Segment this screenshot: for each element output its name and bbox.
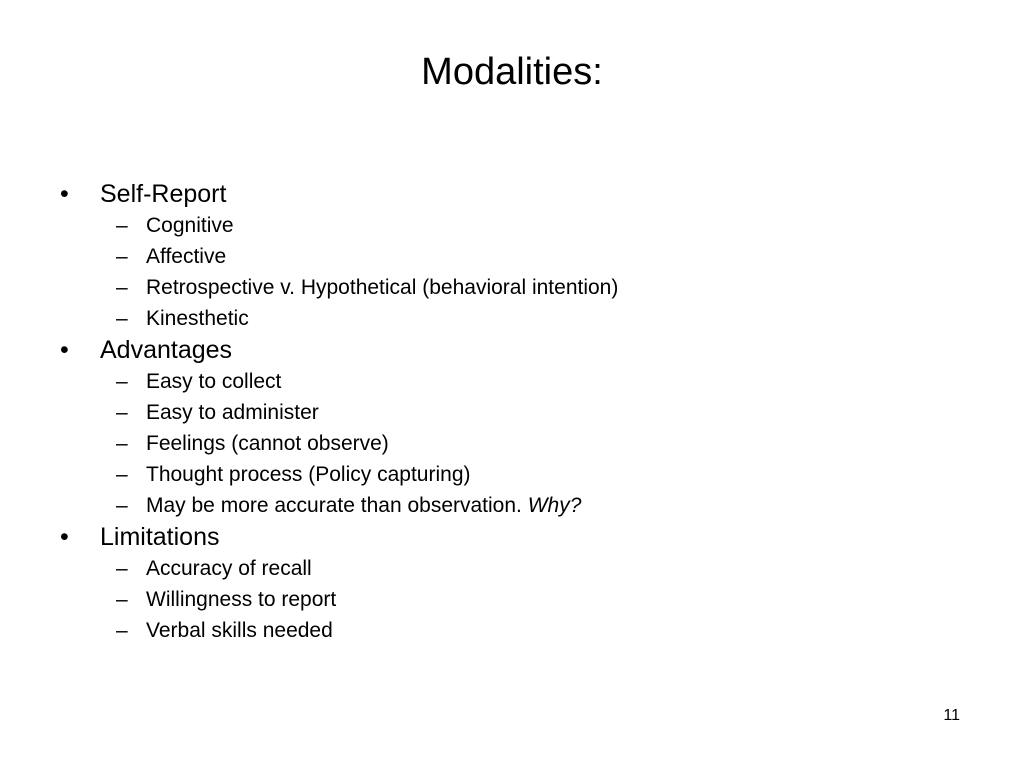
sub-item [0,241,1024,272]
sub-item-text: Thought process (Policy capturing) [146,463,471,486]
sub-item [0,615,1024,646]
sub-marker: – [116,463,128,486]
sub-marker: – [116,307,128,330]
slide-body [0,178,1024,646]
sub-marker: – [116,619,128,642]
sub-item-text: Willingness to report [146,588,337,611]
sub-marker: – [116,432,128,455]
sub-item-text: Easy to collect [146,370,282,393]
sub-marker: – [116,557,128,580]
page-number: 11 [943,707,960,724]
sub-item [0,428,1024,459]
sub-item [0,553,1024,584]
sub-item-text: Kinesthetic [146,307,249,330]
sub-marker: – [116,276,128,299]
bullet-marker: • [60,336,69,364]
sub-item [0,490,1024,521]
sub-item [0,210,1024,241]
emphasis-text: Why? [527,494,582,517]
sub-item [0,272,1024,303]
sub-item-text: Verbal skills needed [146,619,333,642]
sub-item [0,459,1024,490]
bullet-marker: • [60,523,69,551]
sub-item-text: Retrospective v. Hypothetical (behavioral intention) [146,276,619,299]
sub-item-text: Feelings (cannot observe) [146,432,389,455]
sub-marker: – [116,494,128,517]
bullet-self-report [0,178,1024,210]
sub-item [0,303,1024,334]
sub-marker: – [116,245,128,268]
sub-marker: – [116,588,128,611]
bullet-limitations [0,521,1024,553]
bullet-label: Self-Report [100,180,227,208]
sub-item-text [146,490,581,521]
sub-item [0,584,1024,615]
bullet-marker: • [60,180,69,208]
sub-marker: – [116,401,128,424]
sub-marker: – [116,214,128,237]
sub-item-text: Cognitive [146,214,234,237]
sub-item [0,397,1024,428]
bullet-label: Limitations [100,523,220,551]
bullet-advantages [0,334,1024,366]
sub-item-text: Accuracy of recall [146,557,312,580]
sub-item-main-text: May be more accurate than observation. [146,494,528,517]
slide-title: Modalities: [421,51,603,93]
sub-marker: – [116,370,128,393]
sub-item-text: Affective [146,245,227,268]
sub-item [0,366,1024,397]
sub-item-text: Easy to administer [146,401,319,424]
bullet-label: Advantages [100,336,233,364]
